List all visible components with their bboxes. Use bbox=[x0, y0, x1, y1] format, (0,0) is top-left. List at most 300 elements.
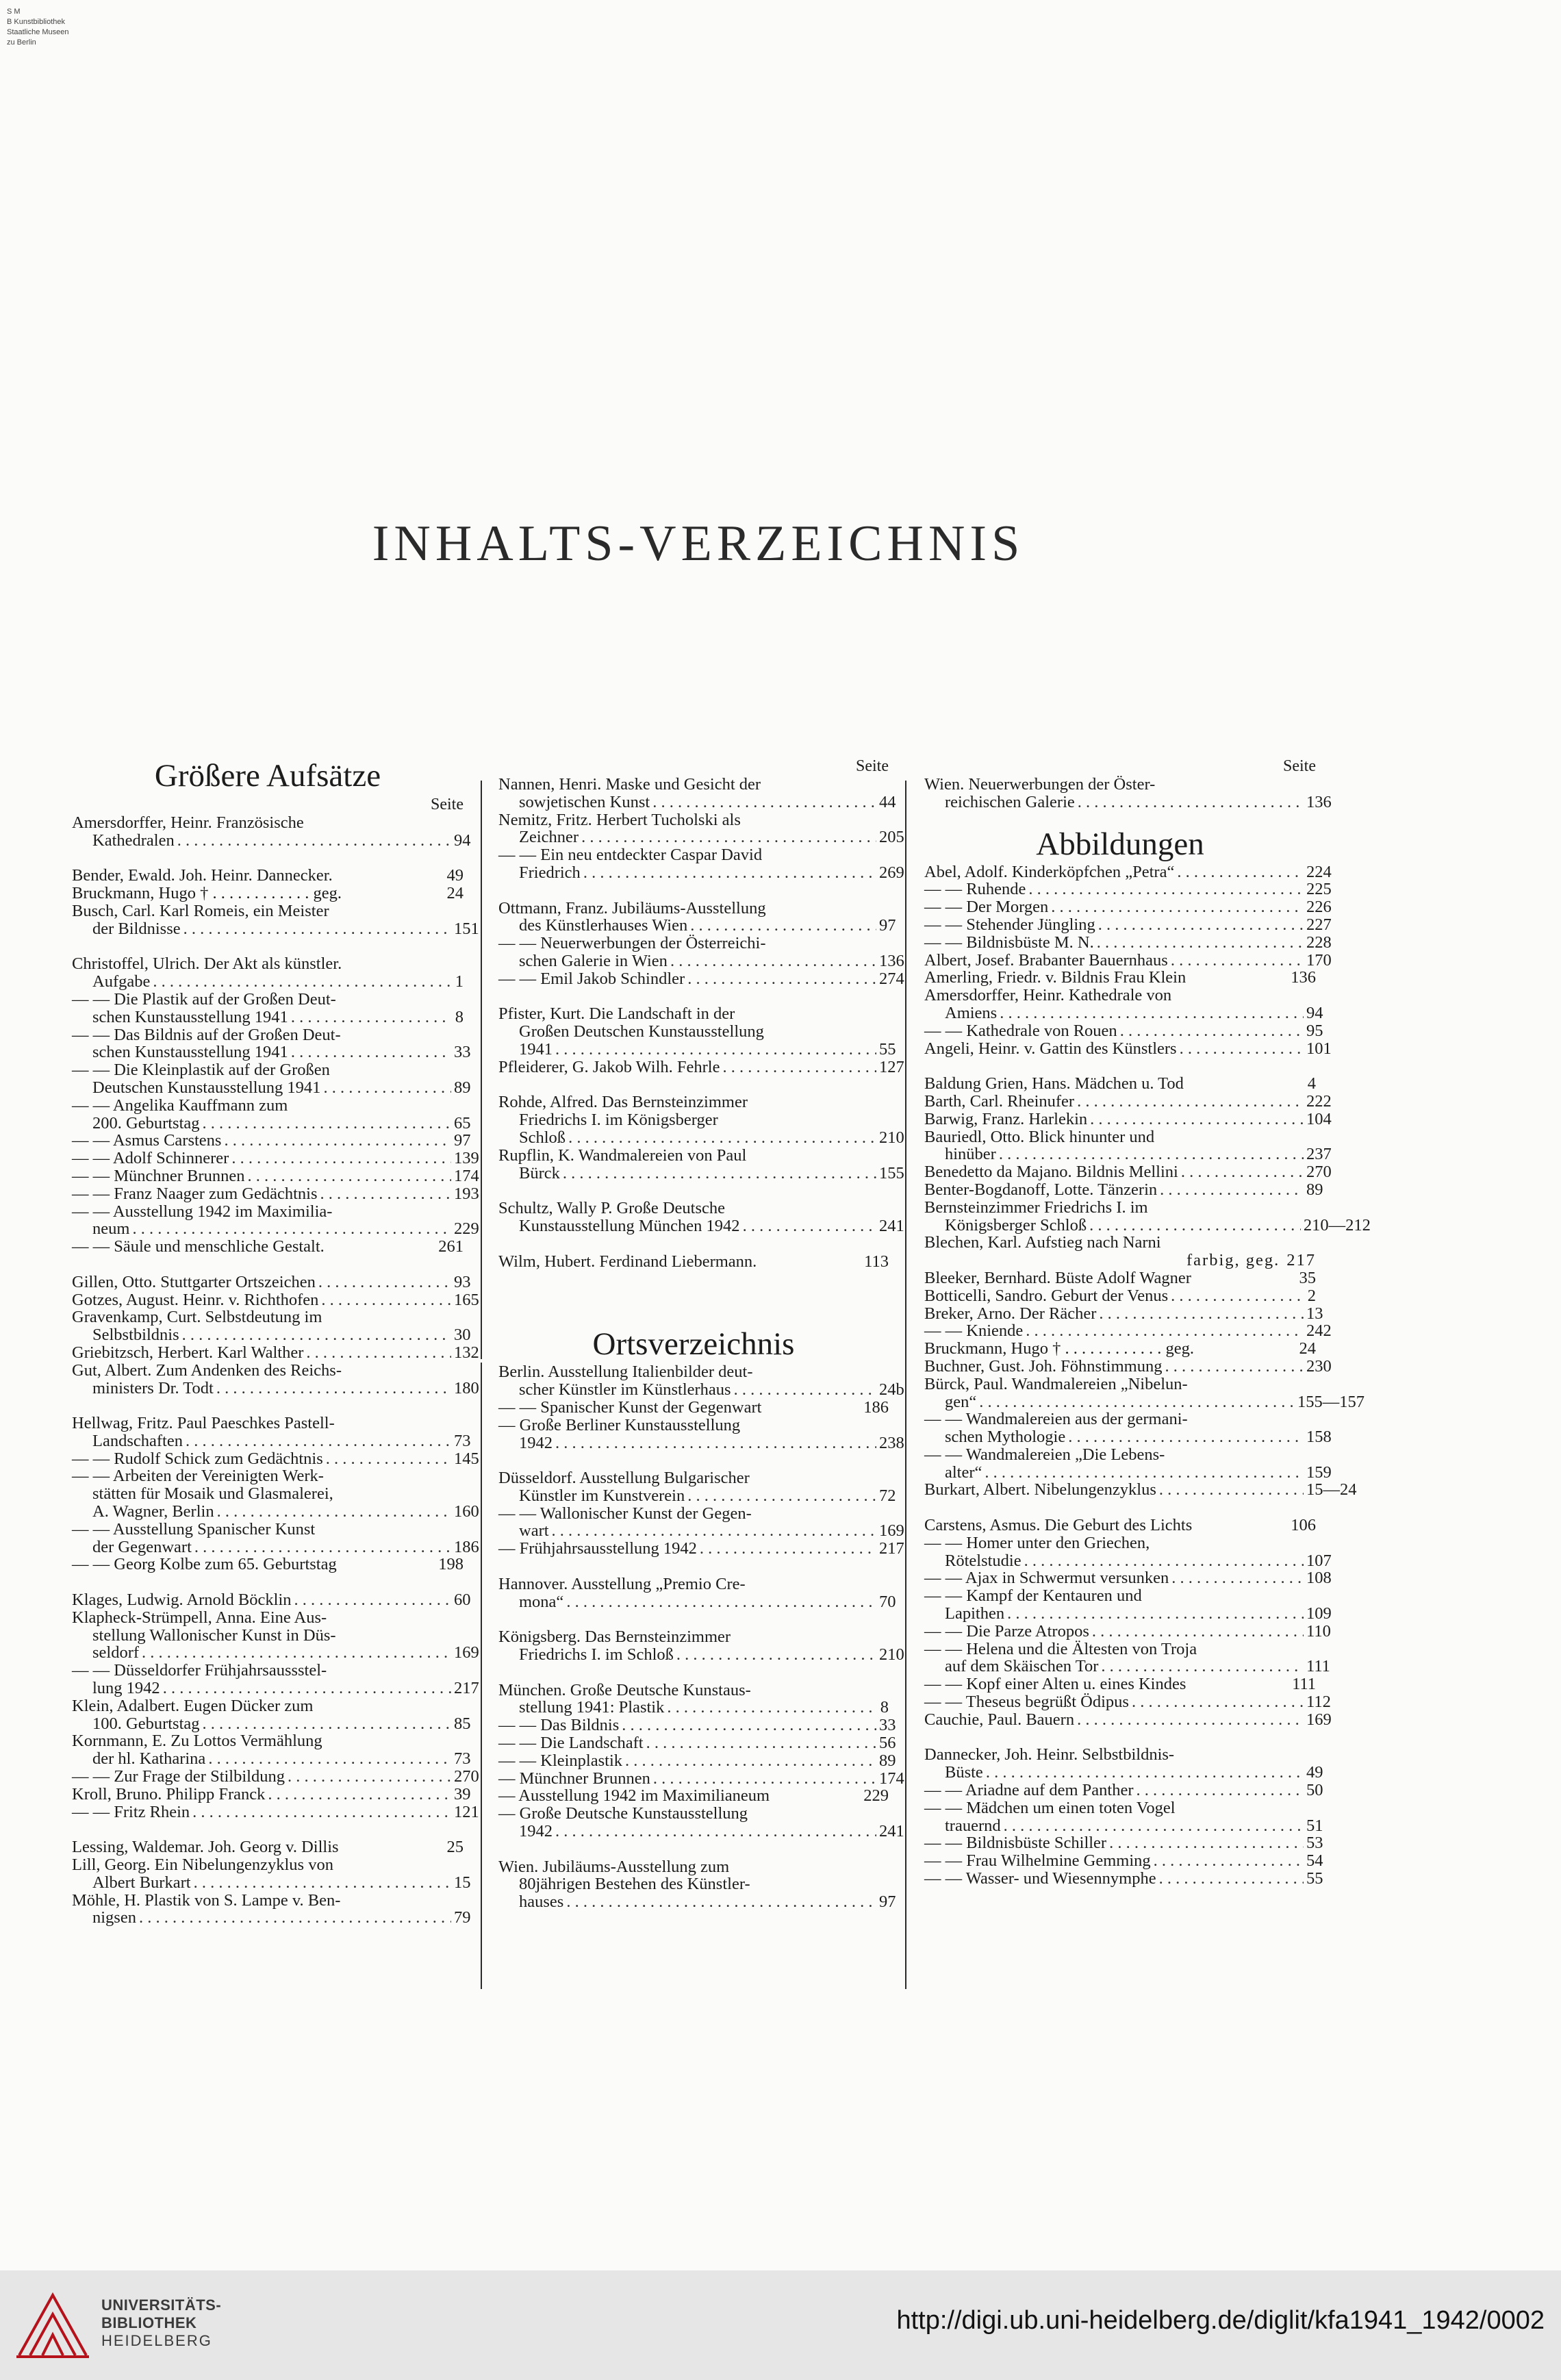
entry-line bbox=[72, 1784, 471, 1803]
entry-line bbox=[72, 902, 464, 920]
entry-text: des Künstlerhauses Wien bbox=[519, 916, 688, 935]
index-section bbox=[72, 757, 479, 1927]
entry-line bbox=[498, 1645, 904, 1664]
dot-leader bbox=[566, 1593, 876, 1611]
entry-text: — Frühjahrsausstellung 1942 bbox=[498, 1539, 697, 1558]
entry-line bbox=[498, 1023, 889, 1041]
page-number: 237 bbox=[1306, 1145, 1332, 1164]
entry-line bbox=[498, 951, 904, 970]
dot-leader bbox=[622, 1717, 876, 1734]
index-entry bbox=[498, 1804, 904, 1841]
entry-text: Kornmann, E. Zu Lottos Vermählung bbox=[72, 1732, 322, 1751]
institution-line: UNIVERSITÄTS- bbox=[101, 2296, 222, 2314]
page-number: 111 bbox=[1292, 1675, 1316, 1694]
entry-text: Barwig, Franz. Harlekin bbox=[924, 1109, 1088, 1128]
stamp-line: B Kunstbibliothek bbox=[7, 18, 65, 26]
index-entry bbox=[924, 1163, 1332, 1182]
entry-text: — — Die Landschaft bbox=[498, 1734, 644, 1753]
dot-leader bbox=[555, 1823, 876, 1840]
dot-leader bbox=[306, 1344, 451, 1362]
page-number: 110 bbox=[1306, 1621, 1331, 1641]
index-entry bbox=[924, 1445, 1332, 1482]
heidelberg-seal-icon[interactable] bbox=[15, 2290, 90, 2359]
entry-line bbox=[924, 1551, 1332, 1570]
dot-leader bbox=[1177, 863, 1304, 881]
entry-line bbox=[498, 1751, 896, 1770]
dot-leader bbox=[1109, 1834, 1304, 1852]
dot-leader bbox=[1099, 1305, 1304, 1323]
entry-text: Wien. Neuerwerbungen der Öster- bbox=[924, 775, 1156, 794]
entry-text: Burkart, Albert. Nibelungenzyklus bbox=[924, 1480, 1156, 1499]
entry-text: Bruckmann, Hugo † . . . . . . . . . . . . geg. bbox=[72, 884, 342, 903]
index-entry bbox=[498, 1004, 896, 1059]
index-entry bbox=[924, 1109, 1332, 1128]
page-number: 270 bbox=[454, 1767, 479, 1786]
index-entry bbox=[924, 1321, 1332, 1341]
dot-leader bbox=[1007, 1605, 1304, 1623]
dot-leader bbox=[1026, 1322, 1304, 1340]
index-entry bbox=[72, 867, 464, 885]
entry-text: gen“ bbox=[945, 1392, 977, 1411]
entry-line bbox=[72, 1856, 464, 1874]
entry-text: Aufgabe bbox=[92, 972, 151, 991]
entry-text: stellung 1941: Plastik bbox=[519, 1698, 665, 1717]
dot-leader bbox=[1165, 1358, 1304, 1376]
page-number: 186 bbox=[454, 1537, 479, 1556]
dot-leader bbox=[186, 1432, 451, 1450]
entry-line bbox=[498, 1628, 889, 1646]
index-entry bbox=[498, 1469, 896, 1505]
entry-text: hinüber bbox=[945, 1145, 996, 1164]
index-entry bbox=[924, 986, 1323, 1022]
entry-line bbox=[924, 969, 1316, 987]
entry-line bbox=[498, 1716, 896, 1735]
entry-text: Schultz, Wally P. Große Deutsche bbox=[498, 1199, 725, 1218]
dot-leader bbox=[676, 1646, 876, 1664]
page-number: 158 bbox=[1306, 1428, 1332, 1447]
section-heading: Ortsverzeichnis bbox=[592, 1326, 795, 1363]
entry-line bbox=[924, 1392, 1365, 1411]
entry-text: — — Ausstellung 1942 im Maximilia- bbox=[72, 1202, 333, 1221]
page-number: 55 bbox=[879, 1039, 896, 1059]
entry-line bbox=[924, 1109, 1332, 1128]
entry-text: wart bbox=[519, 1521, 549, 1541]
index-entry bbox=[498, 1504, 904, 1541]
entry-text: — — Franz Naager zum Gedächtnis bbox=[72, 1184, 318, 1203]
page-number: 269 bbox=[879, 863, 904, 882]
entry-text: Bürck, Paul. Wandmalereien „Nibelun- bbox=[924, 1374, 1188, 1393]
index-entry bbox=[72, 1519, 479, 1556]
dot-leader bbox=[1171, 1569, 1304, 1587]
dot-leader bbox=[700, 1540, 876, 1558]
page-column-label: Seite bbox=[431, 796, 464, 813]
entry-line bbox=[498, 969, 904, 988]
index-entry bbox=[924, 1269, 1316, 1287]
entry-text: trauernd bbox=[945, 1816, 1001, 1835]
page-number: 169 bbox=[454, 1643, 479, 1662]
entry-spacer bbox=[498, 1235, 889, 1253]
entry-text: Friedrich bbox=[519, 863, 581, 882]
entry-text: — — Adolf Schinnerer bbox=[72, 1149, 229, 1168]
entry-line bbox=[72, 1767, 479, 1786]
entry-line bbox=[924, 950, 1332, 970]
dot-leader bbox=[1180, 1040, 1304, 1058]
entry-line bbox=[72, 1078, 471, 1097]
entry-text: Gut, Albert. Zum Andenken des Reichs- bbox=[72, 1360, 342, 1380]
page-number: 186 bbox=[863, 1397, 889, 1417]
entry-text: — — Homer unter den Griechen, bbox=[924, 1533, 1150, 1552]
index-entry bbox=[924, 1569, 1332, 1588]
page-number: 107 bbox=[1306, 1551, 1332, 1570]
index-entry bbox=[72, 1238, 464, 1256]
entry-text: Dannecker, Joh. Heinr. Selbstbildnis- bbox=[924, 1745, 1175, 1764]
entry-text: — — Ruhende bbox=[924, 880, 1026, 899]
entry-line bbox=[924, 915, 1332, 934]
entry-text: mona“ bbox=[519, 1592, 564, 1611]
index-entry bbox=[924, 1710, 1332, 1729]
entry-text: — — Neuerwerbungen der Österreichi- bbox=[498, 934, 766, 953]
entry-line bbox=[924, 987, 1316, 1004]
entry-line bbox=[498, 1147, 889, 1165]
entry-spacer bbox=[72, 1397, 464, 1415]
entry-text: Großen Deutschen Kunstausstellung bbox=[519, 1022, 764, 1041]
index-entry bbox=[924, 1374, 1365, 1411]
page-number: 79 bbox=[454, 1908, 471, 1927]
entry-text: — — Ein neu entdeckter Caspar David bbox=[498, 846, 763, 865]
entry-line bbox=[72, 1362, 464, 1380]
index-entry bbox=[72, 1360, 479, 1397]
entry-text: reichischen Galerie bbox=[945, 792, 1075, 811]
dot-leader bbox=[743, 1217, 876, 1235]
page-column-label: Seite bbox=[856, 757, 889, 775]
index-entry bbox=[72, 1414, 471, 1450]
index-entry bbox=[72, 1308, 471, 1345]
entry-line bbox=[72, 1679, 479, 1698]
entry-spacer bbox=[72, 850, 464, 868]
dot-leader bbox=[1000, 1004, 1304, 1022]
entry-line bbox=[924, 1869, 1323, 1888]
dot-leader bbox=[555, 1041, 876, 1059]
entry-line bbox=[924, 1763, 1323, 1782]
entry-line bbox=[72, 1184, 479, 1203]
entry-text: — — Der Morgen bbox=[924, 898, 1049, 917]
index-section bbox=[924, 825, 1371, 1888]
index-entry bbox=[498, 1769, 904, 1788]
dot-leader bbox=[986, 1764, 1304, 1782]
entry-line bbox=[72, 1238, 464, 1256]
entry-spacer bbox=[72, 1573, 464, 1591]
dot-leader bbox=[1101, 1658, 1304, 1675]
page-number: 73 bbox=[454, 1431, 471, 1450]
entry-text: Benedetto da Majano. Bildnis Mellini bbox=[924, 1163, 1178, 1182]
entry-line bbox=[498, 1858, 889, 1876]
entry-line bbox=[72, 1502, 479, 1521]
index-entry bbox=[72, 955, 464, 991]
entry-text: lung 1942 bbox=[92, 1679, 160, 1698]
entry-line bbox=[924, 1180, 1323, 1199]
entry-line bbox=[924, 1587, 1316, 1605]
entry-line bbox=[72, 885, 464, 902]
page-number: 170 bbox=[1306, 950, 1332, 970]
page-number: 65 bbox=[454, 1113, 471, 1132]
entry-text: — Große Deutsche Kunstausstellung bbox=[498, 1804, 748, 1823]
library-stamp bbox=[7, 7, 69, 48]
index-entry bbox=[498, 1253, 889, 1271]
index-entry bbox=[498, 1415, 904, 1452]
entry-text: scher Künstler im Künstlerhaus bbox=[519, 1380, 731, 1400]
index-entry bbox=[72, 901, 479, 938]
page-number: 51 bbox=[1306, 1816, 1323, 1835]
index-entry bbox=[498, 1734, 896, 1753]
entry-line bbox=[498, 1417, 889, 1434]
page-title: INHALTS-VERZEICHNIS bbox=[372, 516, 1025, 572]
entry-line bbox=[924, 933, 1332, 952]
dot-leader bbox=[203, 1715, 452, 1733]
dot-leader bbox=[217, 1503, 451, 1521]
page-number: 193 bbox=[454, 1184, 479, 1203]
entry-text: Landschaften bbox=[92, 1431, 183, 1450]
page-number: 106 bbox=[1291, 1516, 1316, 1535]
index-entry bbox=[498, 1857, 896, 1912]
index-entry bbox=[924, 1127, 1332, 1164]
entry-text: — — Kleinplastik bbox=[498, 1751, 623, 1770]
entry-line bbox=[924, 1304, 1323, 1323]
entry-line bbox=[924, 1816, 1323, 1835]
entry-line bbox=[72, 1556, 464, 1573]
entry-line bbox=[924, 1463, 1332, 1482]
entry-line bbox=[498, 1734, 896, 1753]
index-entry bbox=[498, 1363, 904, 1400]
entry-line bbox=[72, 1449, 479, 1468]
entry-text: stellung Wallonischer Kunst in Düs- bbox=[92, 1625, 336, 1645]
index-entry bbox=[924, 933, 1332, 952]
entry-line bbox=[72, 1732, 464, 1750]
entry-text: Königsberger Schloß bbox=[945, 1215, 1087, 1235]
page-number: 224 bbox=[1306, 862, 1332, 881]
index-entry bbox=[72, 1591, 471, 1610]
entry-line bbox=[924, 1517, 1316, 1534]
page-number: 151 bbox=[454, 919, 479, 938]
page-column-label: Seite bbox=[1283, 757, 1316, 775]
index-entry bbox=[498, 1093, 904, 1147]
dot-leader bbox=[625, 1752, 876, 1770]
entry-text: Albert, Josef. Brabanter Bauernhaus bbox=[924, 950, 1168, 970]
entry-text: Rupflin, K. Wandmalereien von Paul bbox=[498, 1145, 747, 1165]
page-number: 242 bbox=[1306, 1321, 1332, 1341]
page-number: 169 bbox=[1306, 1710, 1332, 1729]
index-entry bbox=[924, 1234, 1316, 1269]
page-number: 89 bbox=[879, 1751, 896, 1770]
entry-text: — — Asmus Carstens bbox=[72, 1131, 222, 1150]
entry-line bbox=[72, 1272, 471, 1291]
page-number: 217 bbox=[454, 1679, 479, 1698]
entry-text: — — Spanischer Kunst der Gegenwart bbox=[498, 1397, 762, 1417]
stamp-line: zu Berlin bbox=[7, 38, 36, 47]
index-column-1 bbox=[72, 757, 479, 1927]
index-entry bbox=[498, 846, 904, 882]
dot-leader bbox=[153, 973, 451, 991]
entry-line bbox=[72, 1697, 464, 1715]
entry-text: sowjetischen Kunst bbox=[519, 792, 650, 811]
page-number: 30 bbox=[454, 1326, 471, 1345]
index-entry bbox=[498, 969, 904, 988]
entry-text: Amerling, Friedr. v. Bildnis Frau Klein bbox=[924, 968, 1186, 987]
index-entry bbox=[924, 1304, 1323, 1323]
page-number: 50 bbox=[1306, 1781, 1323, 1800]
dot-leader bbox=[1159, 1481, 1304, 1499]
index-entry bbox=[924, 1340, 1316, 1358]
entry-text: der hl. Katharina bbox=[92, 1749, 206, 1769]
entry-line bbox=[924, 1410, 1316, 1428]
index-entry bbox=[924, 1798, 1323, 1835]
page-number: 217 bbox=[1286, 1251, 1316, 1270]
page-number: 113 bbox=[864, 1252, 889, 1271]
dot-leader bbox=[583, 864, 876, 882]
entry-text: — — Das Bildnis bbox=[498, 1716, 620, 1735]
page-number: 97 bbox=[454, 1131, 471, 1150]
entry-text: Gotzes, August. Heinr. v. Richthofen bbox=[72, 1290, 319, 1309]
page-number: 174 bbox=[879, 1769, 904, 1788]
entry-spacer bbox=[498, 1558, 889, 1575]
entry-line bbox=[72, 955, 464, 973]
entry-text: — — Arbeiten der Vereinigten Werk- bbox=[72, 1467, 324, 1486]
index-entry bbox=[498, 1199, 904, 1235]
entry-line bbox=[72, 831, 471, 850]
entry-text: Angeli, Heinr. v. Gattin des Künstlers bbox=[924, 1039, 1177, 1058]
dot-leader bbox=[1159, 1870, 1304, 1888]
entry-line bbox=[498, 935, 889, 952]
page-number: 261 bbox=[438, 1237, 464, 1256]
section-heading: Größere Aufsätze bbox=[154, 758, 381, 794]
index-entry bbox=[72, 1290, 479, 1309]
entry-line bbox=[72, 991, 464, 1009]
index-entry bbox=[924, 1693, 1331, 1712]
entry-text: Rohde, Alfred. Das Bernsteinzimmer bbox=[498, 1093, 748, 1112]
entry-line bbox=[924, 1621, 1331, 1641]
digitization-footer bbox=[0, 2270, 1561, 2380]
dot-leader bbox=[1097, 934, 1304, 952]
entry-text: Friedrichs I. im Schloß bbox=[519, 1645, 674, 1664]
index-entry bbox=[498, 1751, 896, 1770]
entry-text: Hellwag, Fritz. Paul Paeschkes Pastell- bbox=[72, 1414, 335, 1433]
entry-text: — — Ajax in Schwermut versunken bbox=[924, 1569, 1169, 1588]
entry-text: — — Düsseldorfer Frühjahrsaussstel- bbox=[72, 1661, 327, 1680]
entry-text: — Ausstellung 1942 im Maximilianeum bbox=[498, 1786, 770, 1806]
index-entry bbox=[72, 1061, 471, 1097]
entry-line bbox=[924, 1834, 1323, 1853]
entry-line bbox=[498, 1399, 889, 1417]
entry-line bbox=[924, 1039, 1332, 1058]
dot-leader bbox=[182, 1326, 451, 1344]
entry-line bbox=[498, 1822, 904, 1841]
entry-text: — — Kopf einer Alten u. eines Kindes bbox=[924, 1675, 1186, 1694]
entry-text: ministers Dr. Todt bbox=[92, 1378, 214, 1397]
page-number: 174 bbox=[454, 1166, 479, 1185]
page-number: 15 bbox=[454, 1873, 471, 1892]
entry-line bbox=[924, 1376, 1316, 1393]
section-heading: Abbildungen bbox=[1036, 826, 1204, 862]
entry-text: Gillen, Otto. Stuttgarter Ortszeichen bbox=[72, 1272, 316, 1291]
entry-spacer bbox=[72, 1821, 464, 1838]
page-number: 72 bbox=[879, 1486, 896, 1505]
index-entry bbox=[924, 1075, 1316, 1093]
dot-leader bbox=[979, 1393, 1295, 1411]
entry-line bbox=[924, 1534, 1316, 1552]
entry-text: — — Münchner Brunnen bbox=[72, 1166, 245, 1185]
entry-line bbox=[498, 1486, 896, 1505]
entry-line bbox=[72, 1219, 479, 1239]
entry-line bbox=[924, 1356, 1332, 1376]
entry-text: farbig, geg. bbox=[1186, 1251, 1280, 1270]
entry-line bbox=[72, 1838, 464, 1856]
entry-text: — — Wandmalereien „Die Lebens- bbox=[924, 1445, 1165, 1464]
page-number: 136 bbox=[1306, 792, 1332, 811]
dot-leader bbox=[142, 1644, 451, 1662]
entry-text: Amiens bbox=[945, 1003, 998, 1022]
index-entry bbox=[924, 1287, 1316, 1305]
index-entry bbox=[72, 1696, 471, 1733]
dot-leader bbox=[555, 1434, 876, 1452]
page-number: 101 bbox=[1306, 1039, 1332, 1058]
entry-text: Baldung Grien, Hans. Mädchen u. Tod bbox=[924, 1074, 1184, 1093]
page-number: 108 bbox=[1306, 1569, 1332, 1588]
entry-line bbox=[924, 1199, 1316, 1217]
index-entry bbox=[72, 1767, 479, 1786]
page-number: 56 bbox=[879, 1734, 896, 1753]
entry-text: stätten für Mosaik und Glasmalerei, bbox=[92, 1484, 333, 1504]
dot-leader bbox=[1160, 1181, 1304, 1199]
permalink-url[interactable]: http://digi.ub.uni-heidelberg.de/diglit/kfa1941_1942/0002 bbox=[896, 2306, 1545, 2335]
entry-line bbox=[924, 1641, 1316, 1658]
entry-text: Pfister, Kurt. Die Landschaft in der bbox=[498, 1004, 735, 1024]
entry-line bbox=[924, 862, 1332, 881]
entry-spacer bbox=[924, 1499, 1316, 1517]
entry-line bbox=[72, 1203, 464, 1221]
index-entry bbox=[72, 1784, 471, 1803]
entry-text: Schloß bbox=[519, 1128, 566, 1147]
entry-line bbox=[72, 867, 464, 885]
entry-line bbox=[924, 1675, 1316, 1693]
institution-name[interactable] bbox=[101, 2296, 221, 2350]
entry-text: — — Stehender Jüngling bbox=[924, 915, 1095, 934]
dot-leader bbox=[734, 1381, 876, 1399]
entry-line bbox=[924, 1480, 1357, 1499]
index-section bbox=[498, 1325, 904, 1912]
entry-spacer bbox=[498, 988, 889, 1006]
dot-leader bbox=[224, 1132, 451, 1150]
entry-line bbox=[72, 1431, 471, 1450]
entry-text: Carstens, Asmus. Die Geburt des Lichts bbox=[924, 1516, 1193, 1535]
entry-line bbox=[72, 1043, 471, 1062]
dot-leader bbox=[687, 1487, 876, 1505]
entry-line bbox=[72, 1714, 471, 1733]
page-number: 85 bbox=[454, 1714, 471, 1733]
entry-line bbox=[72, 1061, 464, 1079]
dot-leader bbox=[1171, 952, 1304, 970]
entry-text: — — Wandmalereien aus der germani- bbox=[924, 1410, 1188, 1429]
entry-line bbox=[498, 828, 904, 847]
page-number: 241 bbox=[879, 1216, 904, 1235]
index-entry bbox=[72, 1890, 471, 1927]
entry-line bbox=[924, 880, 1332, 899]
page-number: 238 bbox=[879, 1433, 904, 1452]
entry-line bbox=[924, 1287, 1316, 1305]
page-number: 35 bbox=[1299, 1268, 1316, 1287]
entry-text: Lill, Georg. Ein Nibelungenzyklus von bbox=[72, 1856, 333, 1875]
entry-line bbox=[924, 1091, 1332, 1111]
entry-spacer bbox=[72, 938, 464, 956]
entry-text: — — Frau Wilhelmine Gemming bbox=[924, 1851, 1151, 1871]
